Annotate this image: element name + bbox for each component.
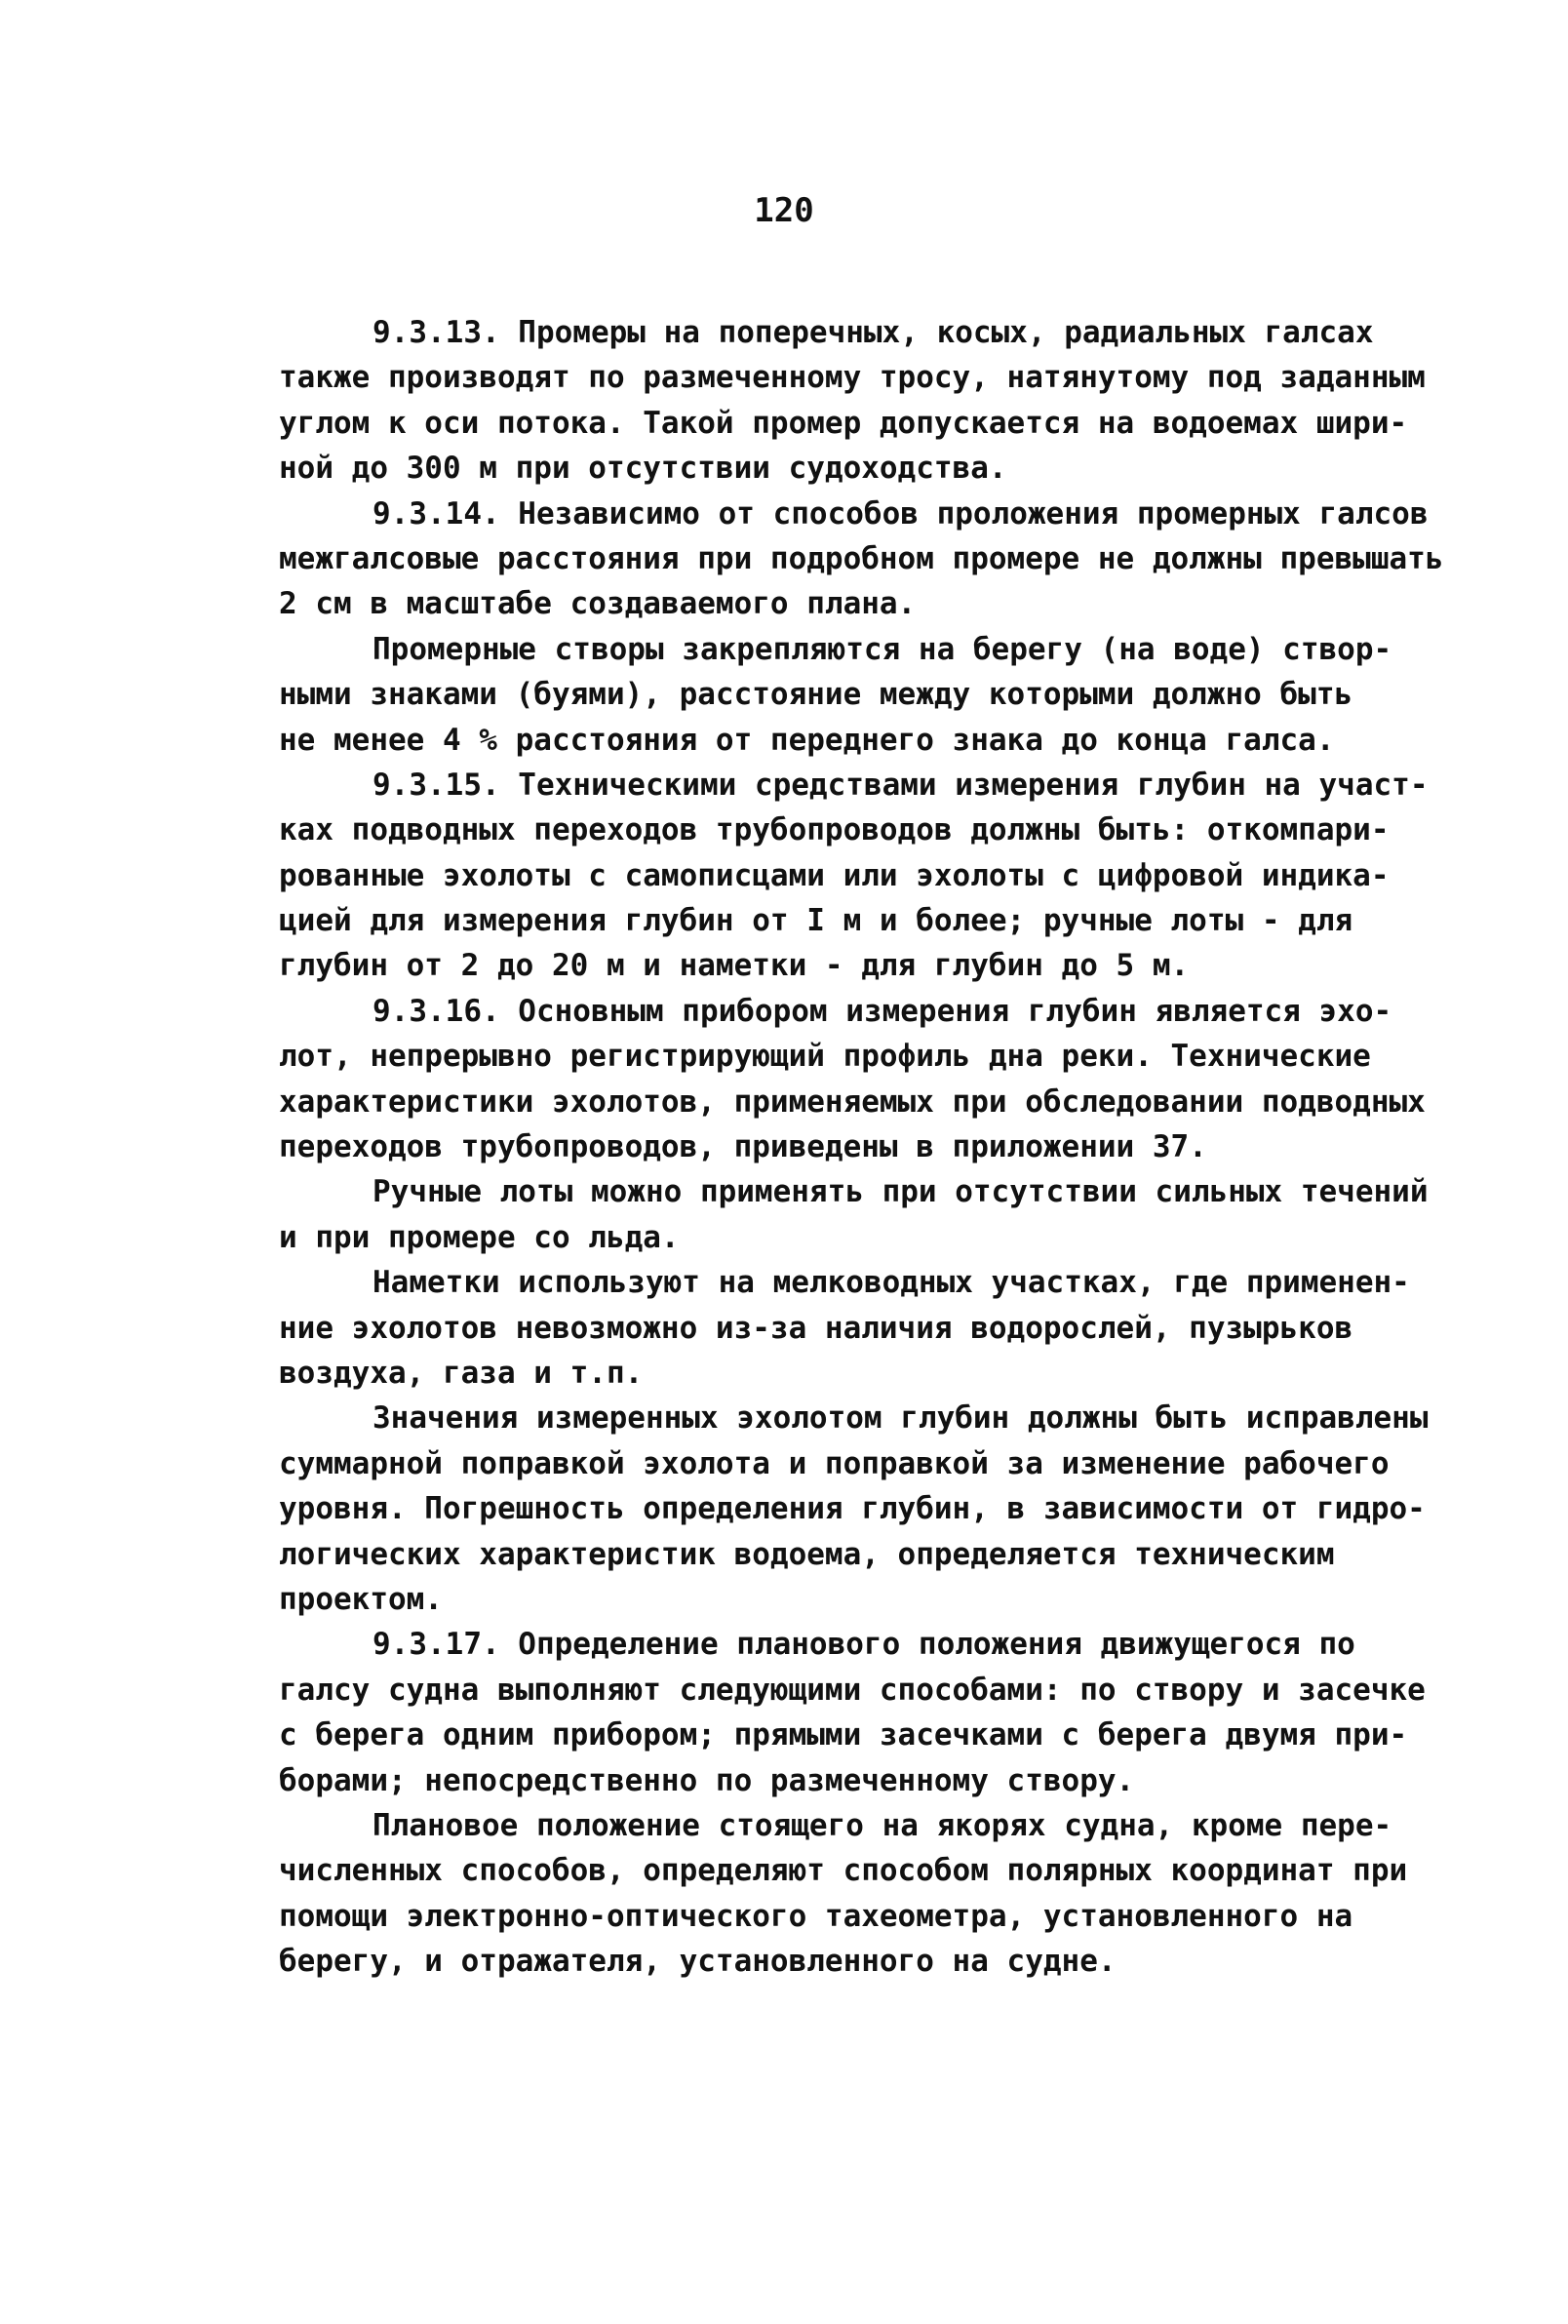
body-text (279, 310, 1469, 1984)
text-line: рованные эхолоты с самописцами или эхолоты с цифровой индика- (279, 857, 1390, 893)
text-line: берегу, и отражателя, установленного на судне. (279, 1944, 1117, 1980)
text-line: не менее 4 % расстояния от переднего знака до конца галса. (279, 722, 1335, 758)
text-line: характеристики эхолотов, применяемых при обследовании подводных (279, 1083, 1426, 1120)
text-line: ной до 300 м при отсутствии судоходства. (279, 451, 1007, 487)
text-line: с берега одним прибором; прямыми засечками с берега двумя при- (279, 1717, 1408, 1753)
text-line: проектом. (279, 1581, 443, 1617)
text-line: также производят по размеченному тросу, натянутому под заданным (279, 360, 1426, 396)
text-line: 2 см в масштабе создаваемого плана. (279, 586, 917, 622)
text-line: 9.3.17. Определение планового положения движущегося по (372, 1627, 1355, 1663)
text-line: межгалсовые расстояния при подробном промере не должны превышать (279, 540, 1444, 576)
text-line: лот, непрерывно регистрирующий профиль дна реки. Технические (279, 1039, 1371, 1075)
text-line: ках подводных переходов трубопроводов должны быть: откомпари- (279, 812, 1390, 848)
text-line: галсу судна выполняют следующими способами: по створу и засечке (279, 1672, 1426, 1708)
text-line: углом к оси потока. Такой промер допускается на водоемах шири- (279, 405, 1408, 441)
text-line: уровня. Погрешность определения глубин, в зависимости от гидро- (279, 1491, 1426, 1527)
text-line: глубин от 2 до 20 м и наметки - для глубин до 5 м. (279, 948, 1190, 984)
text-line: ние эхолотов невозможно из-за наличия водорослей, пузырьков (279, 1310, 1353, 1346)
text-line: Ручные лоты можно применять при отсутствии сильных течений (372, 1174, 1429, 1210)
text-line: 9.3.13. Промеры на поперечных, косых, радиальных галсах (372, 315, 1374, 350)
text-line: цией для измерения глубин от I м и более; ручные лоты - для (279, 903, 1353, 939)
text-line: суммарной поправкой эхолота и поправкой за изменение рабочего (279, 1445, 1390, 1481)
text-line: Промерные створы закрепляются на берегу (на воде) створ- (372, 631, 1392, 667)
text-line: Значения измеренных эхолотом глубин должны быть исправлены (372, 1400, 1429, 1437)
text-line: численных способов, определяют способом полярных координат при (279, 1853, 1408, 1889)
text-line: и при промере со льда. (279, 1219, 680, 1255)
text-line: 9.3.15. Техническими средствами измерения глубин на участ- (372, 767, 1429, 803)
page-number: 120 (754, 191, 814, 230)
text-line: Плановое положение стоящего на якорях судна, кроме пере- (372, 1807, 1392, 1843)
text-line: логических характеристик водоема, определяется техническим (279, 1536, 1335, 1572)
text-line: 9.3.16. Основным прибором измерения глубин является эхо- (372, 993, 1392, 1029)
text-line: борами; непосредственно по размеченному створу. (279, 1762, 1135, 1798)
text-line: 9.3.14. Независимо от способов проложения промерных галсов (372, 495, 1429, 532)
text-line: помощи электронно-оптического тахеометра, установленного на (279, 1898, 1353, 1934)
text-line: переходов трубопроводов, приведены в приложении 37. (279, 1129, 1207, 1165)
text-line: ными знаками (буями), расстояние между которыми должно быть (279, 677, 1353, 713)
text-line: Наметки используют на мелководных участках, где применен- (372, 1265, 1410, 1301)
text-line: воздуха, газа и т.п. (279, 1355, 644, 1391)
